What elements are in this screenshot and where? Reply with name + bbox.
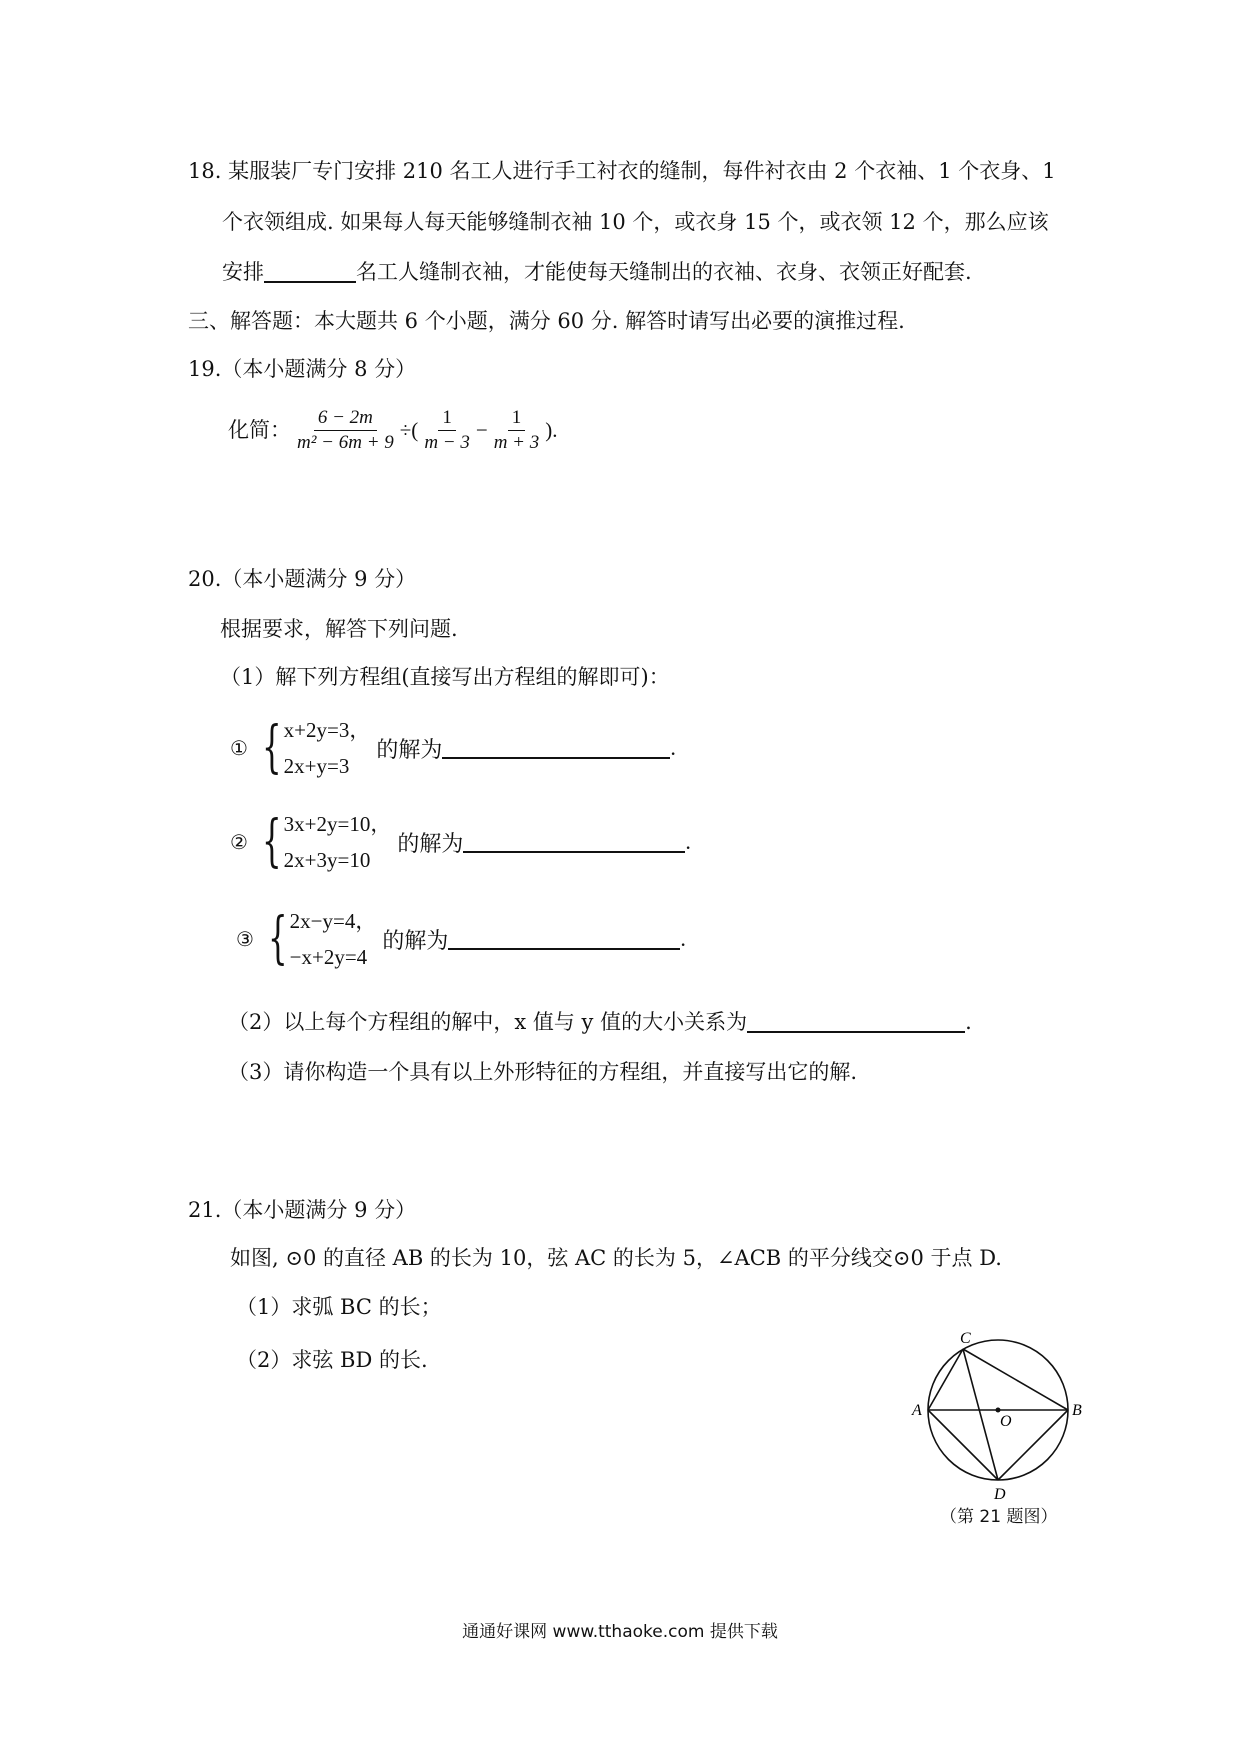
- system-3-suffix: 的解为: [382, 927, 449, 953]
- equation-system-3: [236, 903, 686, 975]
- system-3-brace: {: [268, 906, 288, 971]
- q19-frac1-numerator: 6 − 2m: [314, 406, 377, 431]
- q18-line-3-pre: 安排: [222, 260, 264, 284]
- q20-part-2: [228, 1008, 972, 1036]
- q18-line-1: 18. 某服装厂专门安排 210 名工人进行手工衬衣的缝制，每件衬衣由 2 个衣袖、1 个衣身、1: [188, 159, 1056, 183]
- q19-fraction-2: [420, 406, 474, 455]
- q20-part-2-period: .: [965, 1010, 972, 1034]
- equation-system-1: [230, 712, 676, 784]
- figure-caption: （第 21 题图）: [940, 1507, 1058, 1527]
- label-o: O: [1000, 1413, 1012, 1430]
- chord-ac: [928, 1349, 963, 1410]
- q19-frac3-numerator: 1: [508, 406, 526, 431]
- system-1-marker: ①: [230, 736, 248, 760]
- q18-line-3: [222, 258, 972, 286]
- system-3-equations: [290, 903, 377, 975]
- section-3-heading: 三、解答题：本大题共 6 个小题，满分 60 分. 解答时请写出必要的演推过程.: [188, 309, 905, 333]
- system-1-answer-blank[interactable]: [442, 737, 670, 759]
- system-2-equations: [284, 806, 392, 878]
- q20-part-2-answer-blank[interactable]: [747, 1011, 965, 1033]
- q20-part-2-text: （2）以上每个方程组的解中，x 值与 y 值的大小关系为: [228, 1010, 748, 1034]
- q21-header: 21.（本小题满分 9 分）: [188, 1198, 417, 1222]
- system-1-equation-1: x+2y=3，: [283, 718, 371, 742]
- system-1-equations: [284, 712, 371, 784]
- system-1-brace: {: [262, 715, 282, 780]
- q19-frac1-denominator: m² − 6m + 9: [297, 431, 394, 453]
- system-1-equation-2: 2x+y=3: [283, 754, 350, 778]
- system-2-equation-2: 2x+3y=10: [283, 848, 371, 872]
- q19-frac2-numerator: 1: [438, 406, 456, 431]
- q19-expression: [228, 400, 558, 460]
- system-1-answer: [376, 733, 676, 764]
- circle-geometry-figure: [900, 1323, 1100, 1503]
- q18-line-3-post: 名工人缝制衣袖，才能使每天缝制出的衣袖、衣身、衣领正好配套.: [356, 260, 972, 284]
- system-2-marker: ②: [230, 830, 248, 854]
- chord-ad: [928, 1410, 998, 1480]
- q19-fraction-1: [293, 406, 398, 455]
- system-2-equation-1: 3x+2y=10，: [283, 812, 392, 836]
- q19-frac3-denominator: m + 3: [493, 431, 540, 453]
- q19-close-paren: ).: [545, 418, 558, 442]
- q21-statement: 如图, ⊙0 的直径 AB 的长为 10，弦 AC 的长为 5，∠ACB 的平分线交⊙0 于点 D.: [230, 1246, 1002, 1270]
- equation-system-2: [230, 806, 691, 878]
- label-d: D: [994, 1486, 1006, 1503]
- system-3-period: .: [680, 926, 686, 951]
- center-point-o: [996, 1408, 1001, 1413]
- system-2-brace: {: [262, 809, 282, 874]
- system-3-equation-1: 2x−y=4，: [289, 909, 377, 933]
- chord-cb: [963, 1349, 1068, 1410]
- q21-part-1: （1）求弧 BC 的长；: [236, 1295, 442, 1319]
- system-2-suffix: 的解为: [397, 830, 464, 856]
- system-3-equation-2: −x+2y=4: [289, 945, 368, 969]
- system-1-period: .: [670, 735, 676, 760]
- q19-divide-sign: ÷(: [399, 418, 419, 442]
- label-c: C: [960, 1330, 971, 1347]
- system-1-suffix: 的解为: [376, 736, 443, 762]
- page-footer: 通通好课网 www.tthaoke.com 提供下载: [462, 1622, 778, 1642]
- q19-frac2-denominator: m − 3: [424, 431, 470, 453]
- system-3-marker: ③: [236, 927, 254, 951]
- q18-line-2: 个衣领组成. 如果每人每天能够缝制衣袖 10 个，或衣身 15 个，或衣领 12 个，那么应该: [222, 210, 1049, 234]
- q19-prompt: 化简：: [228, 418, 291, 442]
- q21-part-2: （2）求弦 BD 的长.: [236, 1348, 428, 1372]
- system-2-period: .: [685, 829, 691, 854]
- q18-answer-blank[interactable]: [264, 261, 356, 283]
- q19-minus-sign: −: [475, 418, 488, 442]
- q20-part-1: （1）解下列方程组(直接写出方程组的解即可)：: [220, 665, 670, 689]
- system-3-answer-blank[interactable]: [448, 928, 680, 950]
- q19-header: 19.（本小题满分 8 分）: [188, 357, 417, 381]
- label-b: B: [1072, 1402, 1082, 1419]
- system-2-answer-blank[interactable]: [463, 831, 685, 853]
- q19-fraction-3: [490, 406, 544, 455]
- label-a: A: [912, 1402, 922, 1419]
- q20-header: 20.（本小题满分 9 分）: [188, 567, 417, 591]
- system-2-answer: [397, 827, 691, 858]
- chord-cd: [963, 1349, 998, 1480]
- q20-intro: 根据要求，解答下列问题.: [220, 617, 458, 641]
- q20-part-3: （3）请你构造一个具有以上外形特征的方程组，并直接写出它的解.: [228, 1060, 858, 1084]
- system-3-answer: [382, 924, 686, 955]
